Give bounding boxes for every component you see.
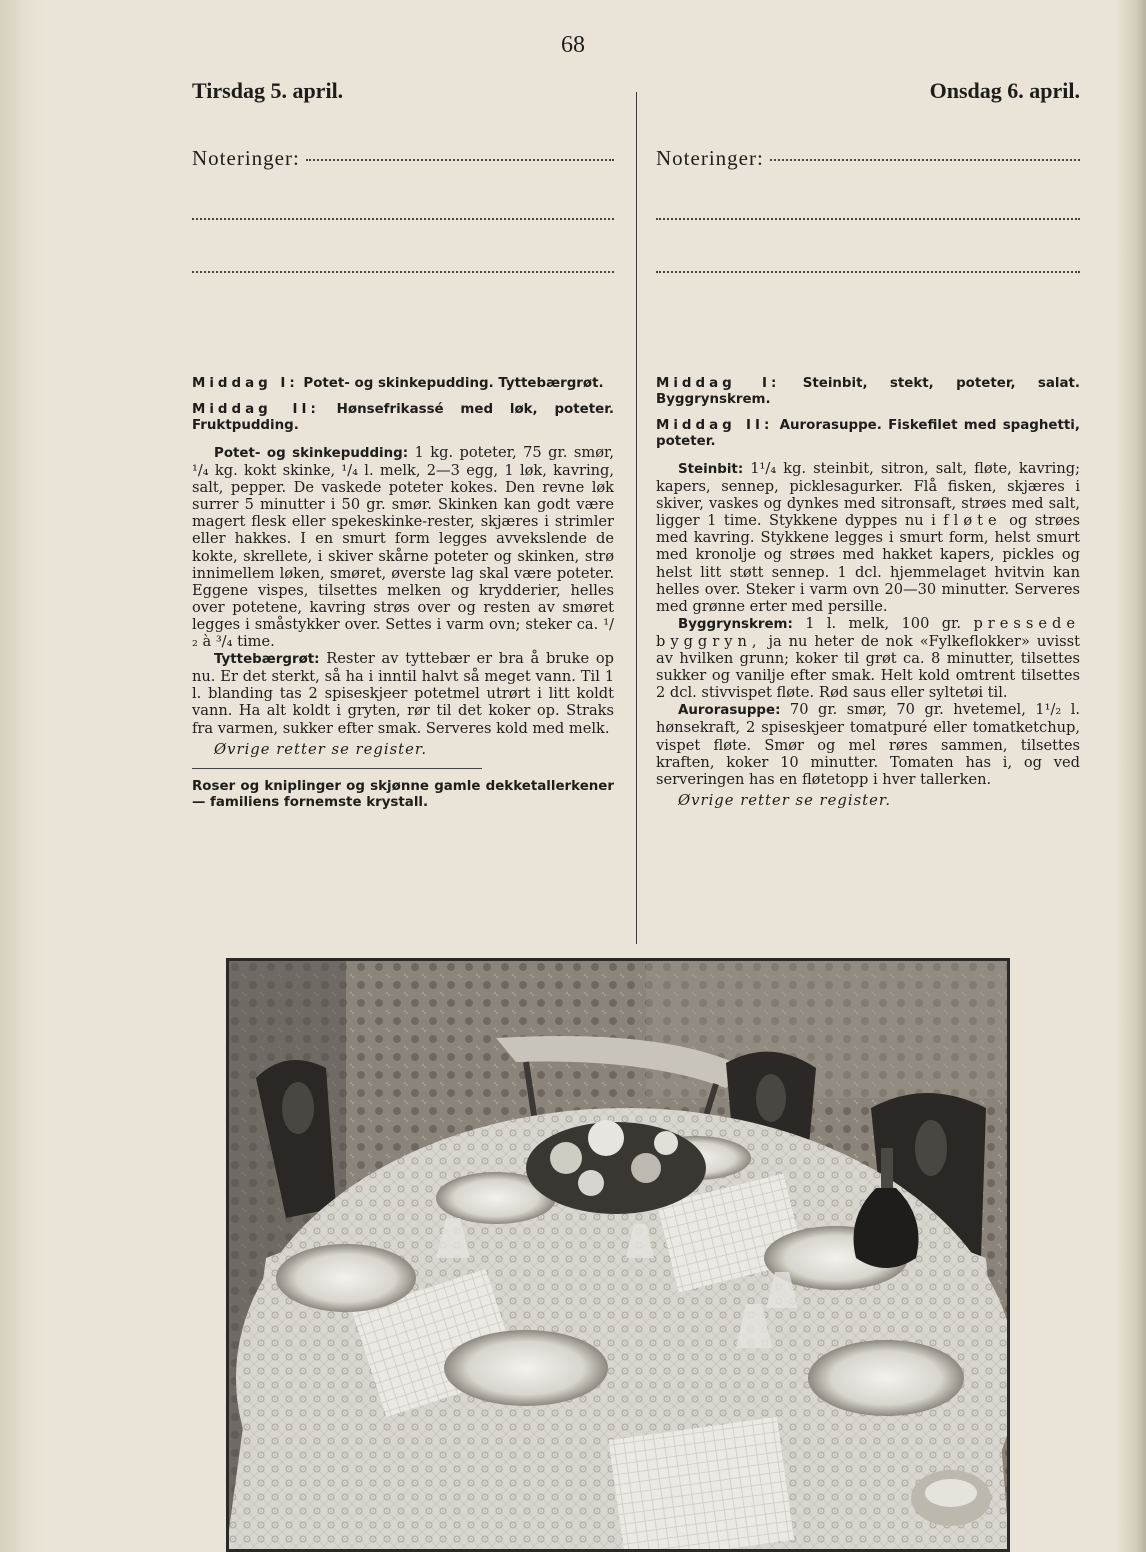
recipe-title: Byggrynskrem:: [678, 616, 793, 632]
recipe-aurorasuppe: [656, 701, 1080, 787]
dotted-line: [656, 217, 1080, 220]
recipe-title: Tyttebærgrøt:: [214, 652, 320, 668]
menu-dishes: Hønsefrikassé med løk, poteter. Fruktpudding.: [192, 402, 614, 433]
recipe-potet-skinkepudding: [192, 444, 614, 650]
recipe-text: 1¹/₄ kg. steinbit, sitron, salt, fløte, kavring; kapers, sennep, picklesagurker. Flå fisken, skjæres i skiver, vaskes og dynkes med sitronsaft, strøes med salt, ligger 1 time. Stykkene dyppes nu i: [656, 460, 1080, 530]
dotted-line: [192, 270, 614, 273]
recipe-byggrynskrem: [656, 615, 1080, 701]
notes-label-text: Noteringer:: [656, 146, 764, 170]
menu-middag-2: [656, 418, 1080, 450]
menu-section-left: [192, 376, 614, 811]
menu-middag-2: [192, 402, 614, 434]
recipe-steinbit: [656, 460, 1080, 615]
date-heading-tuesday: Tirsdag 5. april.: [192, 78, 344, 103]
photo-caption: Roser og kniplinger og skjønne gamle dekketallerkener — familiens fornemste krystall.: [192, 778, 614, 810]
notes-label-text: Noteringer:: [192, 146, 300, 170]
table-setting-photo: [226, 958, 1010, 1552]
menu-dishes: Aurorasuppe. Fiskefilet med spaghetti, poteter.: [656, 418, 1080, 449]
dotted-line: [306, 158, 614, 161]
dotted-line: [770, 158, 1080, 161]
see-register-note: Øvrige retter se register.: [678, 791, 892, 809]
book-spine: [0, 0, 48, 1552]
recipe-title: Potet- og skinkepudding:: [214, 446, 409, 461]
photo-illustration: [226, 958, 1010, 1552]
menu-section-right: [656, 376, 1080, 809]
recipe-text: 70 gr. smør, 70 gr. hvetemel, 1¹/₂ l. hønsekraft, 2 spiseskjeer tomatpuré eller tomatketchup, vispet fløte. Smør og mel røres sammen, tilsettes kraften, koker 10 minutter. Tomaten has i, og ved serveringen has en fløtetopp i hver tallerken.: [656, 701, 1080, 788]
notes-label: [192, 146, 614, 171]
dotted-line: [192, 217, 614, 220]
recipe-text-spaced: fløte: [943, 512, 1002, 530]
notes-area-right: [656, 146, 1080, 346]
column-divider: [636, 92, 637, 944]
recipe-title: Steinbit:: [678, 462, 744, 477]
notes-label: [656, 146, 1080, 171]
recipe-text: Rester av tyttebær er bra å bruke op nu. Er det sterkt, så ha i inntil halvt så meget vann. Til 1 l. blanding tas 2 spiseskjeer potetmel utrørt i litt koldt vann. Ha alt koldt i gryten, rør til det koker op. Straks fra varmen, sukker efter smak. Serveres kold med melk.: [192, 650, 614, 737]
menu-label: Middag II:: [656, 418, 774, 433]
menu-dishes: Potet- og skinkepudding. Tyttebærgrøt.: [303, 376, 604, 391]
dotted-line: [656, 270, 1080, 273]
menu-label: Middag I:: [192, 376, 299, 391]
date-heading-wednesday: Onsdag 6. april.: [929, 78, 1080, 103]
see-register-note: Øvrige retter se register.: [214, 740, 428, 758]
page-edge: [1116, 0, 1146, 1552]
menu-middag-1: [656, 376, 1080, 408]
recipe-text: 1 kg. poteter, 75 gr. smør, ¹/₄ kg. kokt skinke, ¹/₄ l. melk, 2—3 egg, 1 løk, kavring, salt, pepper. De vaskede poteter kokes. Den revne løk surrer 5 minutter i 50 gr. smør. Skinken kan godt være magert flesk eller spekeskinke-rester, skjæres i strimler eller hakkes. I en smurt form legges avvekslende de kokte, skrellete, i skiver skårne poteter og skinken, strø innimellem løken, smøret, øverste lag skal være poteter. Eggene vispes, tilsettes melken og krydderier, helles over potetene, kavring strøs over og resten av smøret legges i småstykker over. Settes i varm ovn; steker ca. ¹/₂ à ³/₄ time.: [192, 444, 614, 651]
menu-label: Middag I:: [656, 376, 781, 391]
menu-middag-1: [192, 376, 614, 392]
recipe-text: og strøes med kavring. Stykkene legges i smurt form, helst smurt med kronolje og strøes med hakket kapers, pickles og helst litt støtt sennep. 1 dcl. hjemmelaget hvitvin kan helles over. Steker i varm ovn 20—30 minutter. Serveres med grønne erter med persille.: [656, 512, 1080, 615]
caption-rule: [192, 768, 482, 769]
menu-label: Middag II:: [192, 402, 320, 417]
recipe-title: Aurorasuppe:: [678, 703, 781, 719]
recipe-text: 1 l. melk, 100 gr.: [792, 614, 974, 632]
notes-area-left: [192, 146, 614, 346]
right-column: [656, 78, 1080, 809]
recipe-text-spaced: pressede byggryn,: [656, 614, 1080, 650]
menu-dishes: Steinbit, stekt, poteter, salat. Byggrynskrem.: [656, 376, 1080, 407]
recipe-tyttebaergrot: [192, 650, 614, 736]
left-column: [192, 78, 614, 811]
recipe-text: ja nu heter de nok «Fylkeflokker» uvisst av hvilken grunn; koker til grøt ca. 8 minutter, tilsettes sukker og vanilje efter smak. Helt kold omtrent tilsettes 2 dcl. stivvispet fløte. Rød saus eller syltetøi til.: [656, 632, 1080, 702]
page-number: 68: [561, 32, 585, 58]
